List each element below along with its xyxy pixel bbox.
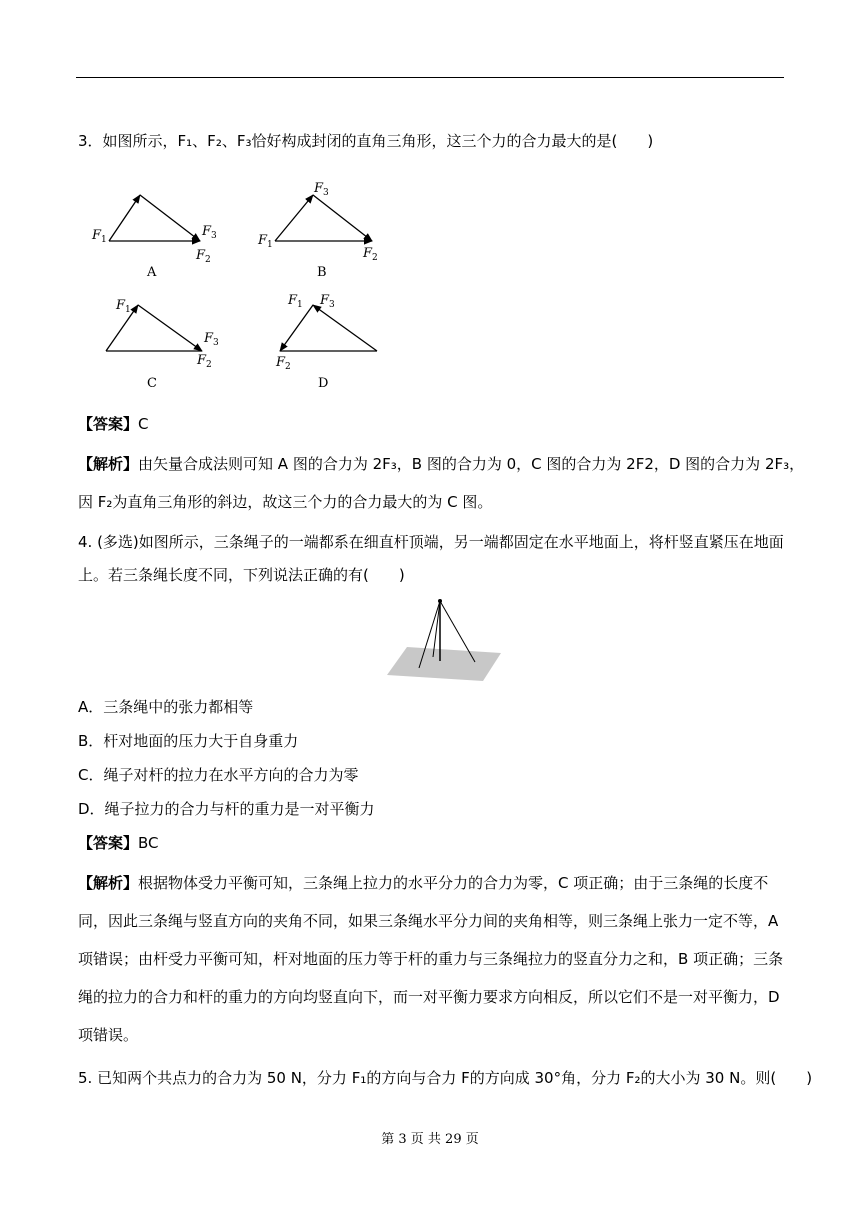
q4-option-a: A．三条绳中的张力都相等 [78, 698, 254, 716]
q4-answer-value: BC [138, 834, 159, 852]
figure-b-f2: $F_2$ [363, 246, 378, 263]
figure-a-caption: A [147, 265, 157, 280]
figure-c-f1: $F_1$ [116, 298, 131, 315]
q3-answer [78, 414, 149, 434]
q4-option-c: C．绳子对杆的拉力在水平方向的合力为零 [78, 766, 359, 784]
q4-stem-line-1: 4. (多选)如图所示，三条绳子的一端都系在细直杆顶端，另一端都固定在水平地面上，将杆竖直紧压在地面 [78, 533, 784, 551]
q3-answer-value: C [138, 415, 149, 433]
header-rule [76, 77, 784, 78]
q3-analysis-line-1: 【解析】由矢量合成法则可知 A 图的合力为 2F₃，B 图的合力为 0，C 图的合力为 2F2，D 图的合力为 2F₃， [78, 455, 805, 473]
figure-d-f3: $F_3$ [320, 293, 335, 310]
q4-analysis-tag: 【解析】 [78, 874, 139, 892]
q4-analysis-line-1: 【解析】根据物体受力平衡可知，三条绳上拉力的水平分力的合力为零，C 项正确；由于三条绳的长度不 [78, 874, 769, 892]
q3-analysis-tag: 【解析】 [78, 455, 139, 473]
figure-d-f2: $F_2$ [276, 355, 291, 372]
q5-stem: 5. 已知两个共点力的合力为 50 N，分力 F₁的方向与合力 F的方向成 30°角，分力 F₂的大小为 30 N。则( ) [78, 1069, 813, 1087]
q4-analysis-line-4: 绳的拉力的合力和杆的重力的方向均竖直向下，而一对平衡力要求方向相反，所以它们不是一对平衡力，D [78, 988, 780, 1006]
figure-d-caption: D [318, 376, 329, 391]
q4-answer-tag: 【答案】 [78, 834, 139, 852]
q4-figure [385, 595, 505, 685]
figure-b-caption: B [317, 265, 327, 280]
figure-c-f2: $F_2$ [197, 353, 212, 370]
figure-d [280, 305, 377, 351]
q4-stem-line-2: 上。若三条绳长度不同，下列说法正确的有( ) [78, 566, 405, 584]
ground-plane [387, 647, 501, 681]
q4-analysis-line-3: 项错误；由杆受力平衡可知，杆对地面的压力等于杆的重力与三条绳拉力的竖直分力之和，B 项正确；三条 [78, 950, 784, 968]
figure-d-f1: $F_1$ [288, 293, 303, 310]
q4-option-d: D．绳子拉力的合力与杆的重力是一对平衡力 [78, 800, 375, 818]
q4-analysis-line-5: 项错误。 [78, 1026, 139, 1044]
q3-answer-tag: 【答案】 [78, 415, 139, 433]
figure-c-f3: $F_3$ [204, 331, 219, 348]
q4-answer [78, 833, 159, 853]
figure-b-f3: $F_3$ [314, 181, 329, 198]
figure-a-f3: $F_3$ [202, 224, 217, 241]
q4-option-b: B．杆对地面的压力大于自身重力 [78, 732, 299, 750]
q3-analysis-line-2: 因 F₂为直角三角形的斜边，故这三个力的合力最大的为 C 图。 [78, 493, 493, 511]
figure-c-caption: C [147, 376, 157, 391]
q4-analysis-line-2: 同，因此三条绳与竖直方向的夹角不同，如果三条绳水平分力间的夹角相等，则三条绳上张力一定不等，A [78, 912, 779, 930]
figure-a-f1: $F_1$ [92, 228, 107, 245]
page-footer: 第 3 页 共 29 页 [381, 1132, 479, 1147]
q3-figure [80, 175, 410, 400]
figure-a-f2: $F_2$ [196, 248, 211, 265]
q3-stem: 3．如图所示，F₁、F₂、F₃恰好构成封闭的直角三角形，这三个力的合力最大的是( ) [78, 132, 654, 150]
pole-top [438, 599, 442, 603]
figure-b-f1: $F_1$ [258, 233, 273, 250]
figure-b [275, 195, 372, 241]
figure-a [109, 195, 200, 241]
rope-2 [433, 601, 440, 657]
